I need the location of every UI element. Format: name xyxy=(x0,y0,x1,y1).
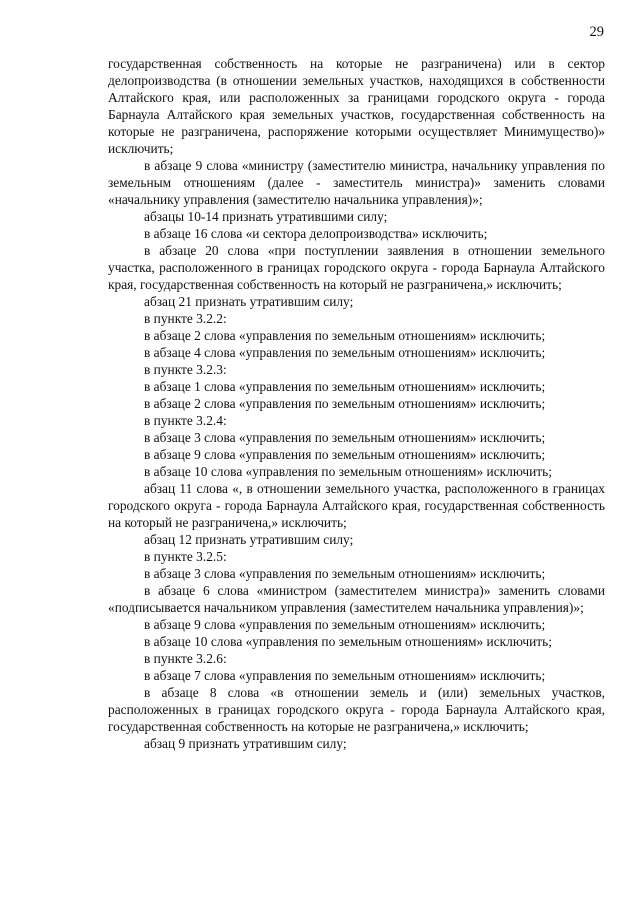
paragraph: в пункте 3.2.2: xyxy=(144,311,227,326)
paragraph: в абзаце 9 слова «министру (заместителю министра, начальнику управления по земельным отношениям (далее - заместитель министра)» заменить словами «начальнику управления (заместителю начальника управления)»; xyxy=(108,158,605,207)
paragraph: абзац 12 признать утратившим силу; xyxy=(144,532,354,547)
paragraph: абзац 9 признать утратившим силу; xyxy=(144,736,347,751)
paragraph: в абзаце 8 слова «в отношении земель и (или) земельных участков, расположенных в границах городского округа - города Барнаула Алтайского края, государственная собственность на которые не разграничена,» исключить; xyxy=(108,685,605,734)
paragraph: в абзаце 10 слова «управления по земельным отношениям» исключить; xyxy=(144,634,552,649)
paragraph: в пункте 3.2.4: xyxy=(144,413,227,428)
paragraph: в абзаце 10 слова «управления по земельным отношениям» исключить; xyxy=(144,464,552,479)
paragraph: абзац 21 признать утратившим силу; xyxy=(144,294,354,309)
paragraph: абзац 11 слова «, в отношении земельного участка, расположенного в границах городского округа - города Барнаула Алтайского края, государственная собственность на который не разграничена,» исключить; xyxy=(108,481,605,530)
paragraph: в абзаце 9 слова «управления по земельным отношениям» исключить; xyxy=(144,617,546,632)
paragraph: в абзаце 2 слова «управления по земельным отношениям» исключить; xyxy=(144,396,546,411)
paragraph: в абзаце 1 слова «управления по земельным отношениям» исключить; xyxy=(144,379,546,394)
paragraph: в пункте 3.2.6: xyxy=(144,651,227,666)
paragraph: в абзаце 4 слова «управления по земельным отношениям» исключить; xyxy=(144,345,546,360)
paragraph: государственная собственность на которые не разграничена) или в сектор делопроизводства (в отношении земельных участков, находящихся в собственности Алтайского края, или расположенных за границами городского округа - города Барнаула Алтайского края земельных участков, государственная собственность на которые не разграничена, распоряжение которыми осуществляет Минимущество)» исключить; xyxy=(108,56,605,156)
paragraph: абзацы 10-14 признать утратившими силу; xyxy=(144,209,388,224)
paragraph: в абзаце 3 слова «управления по земельным отношениям» исключить; xyxy=(144,566,546,581)
paragraph: в пункте 3.2.3: xyxy=(144,362,227,377)
paragraph: в пункте 3.2.5: xyxy=(144,549,227,564)
paragraph: в абзаце 16 слова «и сектора делопроизводства» исключить; xyxy=(144,226,488,241)
paragraph: в абзаце 7 слова «управления по земельным отношениям» исключить; xyxy=(144,668,546,683)
page-number: 29 xyxy=(589,24,604,40)
paragraph: в абзаце 3 слова «управления по земельным отношениям» исключить; xyxy=(144,430,546,445)
document-body xyxy=(108,55,605,752)
paragraph: в абзаце 6 слова «министром (заместителем министра)» заменить словами «подписывается начальником управления (заместителем начальника управления)»; xyxy=(108,583,605,615)
paragraph: в абзаце 2 слова «управления по земельным отношениям» исключить; xyxy=(144,328,546,343)
paragraph: в абзаце 9 слова «управления по земельным отношениям» исключить; xyxy=(144,447,546,462)
paragraph: в абзаце 20 слова «при поступлении заявления в отношении земельного участка, расположенного в границах городского округа - города Барнаула Алтайского края, государственная собственность на который не разграничена,» исключить; xyxy=(108,243,605,292)
